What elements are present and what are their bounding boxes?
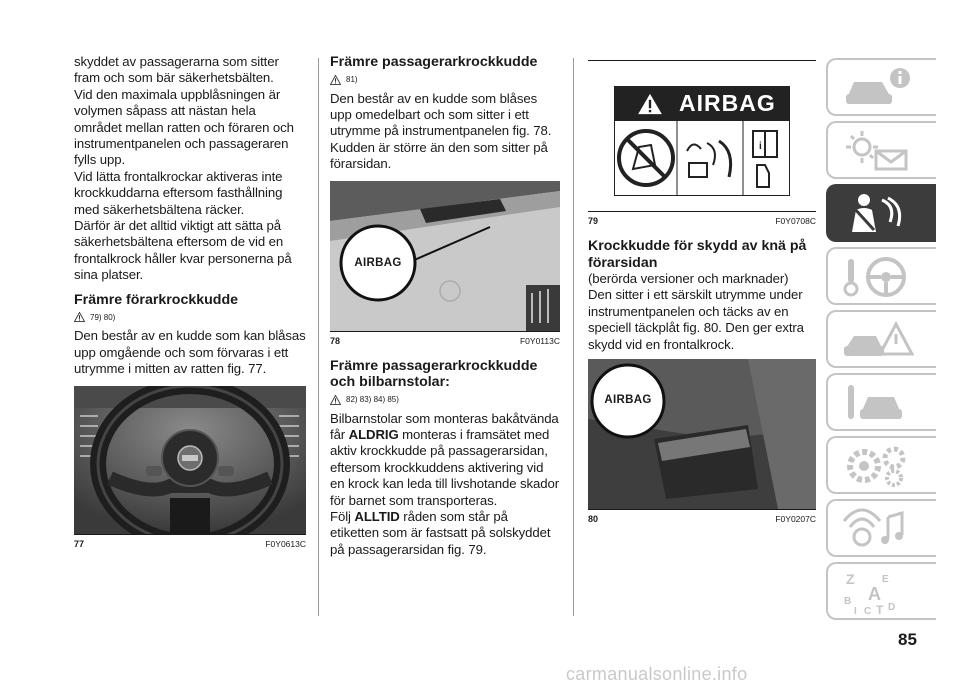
section-heading: Främre förarkrockkudde [74, 291, 239, 308]
warning-icon [637, 93, 663, 115]
warning-icon [330, 75, 341, 85]
chapter-tab-starting-driving[interactable] [826, 247, 936, 305]
chapter-tab-safety[interactable] [826, 184, 936, 242]
svg-text:E: E [882, 574, 889, 585]
alphabetical-index-icon [842, 570, 914, 614]
section-text: Den består av en kudde som blåses upp omedelbart och som sitter i ett utrymme på instrumentpanelen fig. 78. Kudden är större än den som sitter på förarsidan. [330, 90, 552, 172]
paragraph: Vid lätta frontalkrockar aktiveras inte krockkuddarna eftersom fasthållning med säkerhetsbältena räcker. [74, 168, 283, 217]
svg-text:C: C [864, 606, 872, 614]
dashboard-lights-icon [842, 129, 914, 173]
figure-number: 79 [588, 216, 599, 226]
column-3 [588, 54, 816, 524]
figure-knee-airbag [588, 359, 816, 509]
figure-rule [588, 509, 816, 510]
technical-gears-icon [842, 444, 914, 488]
column-1 [74, 54, 306, 549]
knee-panel-image [588, 359, 816, 509]
watermark: carmanualsonline.info [566, 664, 748, 683]
figure-steering-wheel [74, 386, 306, 534]
chapter-tab-maintenance[interactable] [826, 373, 936, 431]
emphasis: ALLTID [354, 508, 400, 524]
figure-caption [74, 539, 306, 549]
text-part: Bilbarnstolar som monteras bakåtvända får [330, 410, 559, 442]
sub-note: (berörda versioner och marknader) [588, 271, 789, 286]
svg-text:B: B [844, 596, 852, 607]
svg-text:D: D [888, 602, 896, 613]
chapter-tab-car-info[interactable] [826, 58, 936, 116]
figure-caption [588, 514, 816, 524]
paragraph: Vid den maximala uppblåsningen är volymen såpass att nästan hela området mellan ratten och föraren och instrumentpanelen och passageraren fylls upp. [74, 86, 294, 168]
figure-code: F0Y0113C [519, 335, 560, 346]
section-text [330, 509, 560, 558]
seatbelt-airbag-icon [842, 192, 914, 236]
chapter-tab-multimedia[interactable] [826, 499, 936, 557]
text-part: monteras i framsätet med aktiv krockkudde på passagerarsidan, eftersom krockkuddens aktivering vid en krock kan leda till livshotande skador för barnet som transporteras. [330, 426, 560, 508]
reference-numbers: 82) 83) 84) 85) [346, 395, 399, 405]
airbag-label: AIRBAG [604, 394, 652, 407]
column-2 [330, 54, 560, 558]
figure-passenger-airbag [330, 181, 560, 331]
page-number: 85 [898, 630, 917, 649]
chapter-tabs [826, 58, 936, 625]
paragraph: Därför är det alltid viktigt att sätta på säkerhetsbältena eftersom de vid en frontalkrock håller kvar personerna på sina platser. [74, 218, 292, 283]
car-info-icon [842, 66, 914, 110]
figure-airbag-label [588, 61, 816, 211]
car-maintenance-icon [842, 381, 914, 425]
section-heading: Krockkudde för skydd av knä på förarsidan [588, 238, 807, 271]
paragraph: skyddet av passagerarna som sitter fram och som bär säkerhetsbälten. [74, 54, 279, 86]
chapter-tab-index[interactable] [826, 562, 936, 620]
section-heading: Främre passagerarkrockkudde [330, 54, 538, 70]
warning-references [74, 310, 306, 324]
figure-rule [330, 331, 560, 332]
figure-code: F0Y0207C [775, 514, 816, 525]
airbag-warning-sticker [614, 86, 790, 196]
column-divider [318, 58, 319, 616]
warning-icon [74, 312, 85, 322]
text-part: Följ [330, 508, 355, 524]
steering-wheel-key-icon [842, 255, 914, 299]
sticker-header [615, 87, 789, 121]
svg-text:I: I [854, 606, 857, 614]
emphasis: ALDRIG [348, 426, 399, 442]
figure-number: 77 [74, 539, 85, 550]
section-text [330, 411, 560, 509]
sticker-title: AIRBAG [679, 90, 776, 116]
airbag-label: AIRBAG [354, 256, 402, 269]
chapter-tab-technical[interactable] [826, 436, 936, 494]
svg-text:Z: Z [846, 571, 855, 587]
section-heading: Främre passagerarkrockkudde och bilbarnstolar: [330, 357, 538, 391]
warning-icon [330, 395, 341, 405]
chapter-tab-dashboard[interactable] [826, 121, 936, 179]
figure-number: 78 [330, 335, 341, 346]
svg-text:i: i [759, 141, 762, 152]
warning-references [330, 393, 560, 407]
svg-text:A: A [868, 584, 881, 604]
sticker-pictograms [615, 121, 788, 195]
dashboard-image [330, 181, 560, 331]
figure-number: 80 [588, 514, 599, 525]
section-text: Den sitter i ett särskilt utrymme under instrumentpanelen och täcks av en speciell täckplåt fig. 80. Den ger extra skydd vid en frontalkrock. [588, 287, 804, 352]
figure-caption [330, 336, 560, 346]
section-text: Den består av en kudde som kan blåsas upp omgående och som förvaras i ett utrymme i mitten av ratten fig. 77. [74, 328, 306, 376]
figure-code: F0Y0613C [265, 539, 306, 550]
text-part: råden som står på etiketten som är fastsatt på solskyddet på passagerarsidan fig. 79. [330, 508, 551, 557]
figure-rule [588, 211, 816, 212]
chapter-tab-emergency[interactable] [826, 310, 936, 368]
steering-wheel-image [74, 386, 306, 534]
figure-caption [588, 216, 816, 226]
reference-numbers: 79) 80) [90, 312, 116, 322]
figure-code: F0Y0708C [775, 216, 816, 226]
column-divider [573, 58, 574, 616]
warning-triangle-car-icon [842, 318, 914, 362]
warning-references [330, 73, 560, 87]
svg-text:T: T [876, 603, 884, 614]
figure-rule [74, 534, 306, 535]
multimedia-icon [842, 507, 914, 551]
reference-numbers: 81) [346, 75, 358, 84]
